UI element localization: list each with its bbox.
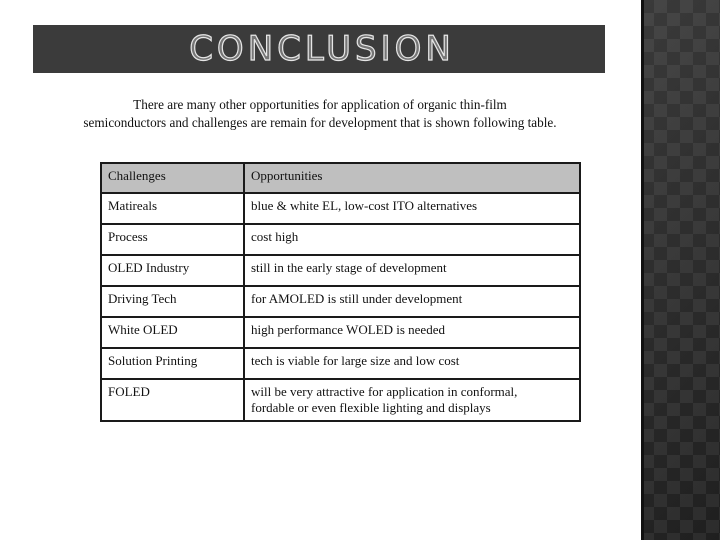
- challenges-table: [100, 162, 581, 422]
- table-row: [101, 379, 580, 421]
- slide-title: CONCLUSION: [189, 29, 455, 69]
- table-row: [101, 286, 580, 317]
- opportunity-cell: high performance WOLED is needed: [244, 317, 580, 348]
- challenge-cell: Process: [101, 224, 244, 255]
- title-bar: [33, 25, 605, 73]
- challenge-cell: OLED Industry: [101, 255, 244, 286]
- challenge-cell: Matireals: [101, 193, 244, 224]
- header-opportunities: Opportunities: [244, 163, 580, 193]
- opportunity-cell: [244, 379, 580, 421]
- opportunity-cell: blue & white EL, low-cost ITO alternatives: [244, 193, 580, 224]
- challenge-cell: Solution Printing: [101, 348, 244, 379]
- table-row: [101, 348, 580, 379]
- intro-line: semiconductors and challenges are remain for development that is shown following table.: [83, 115, 557, 130]
- opportunity-cell: tech is viable for large size and low cost: [244, 348, 580, 379]
- table-row: [101, 224, 580, 255]
- challenge-cell: Driving Tech: [101, 286, 244, 317]
- challenge-cell: FOLED: [101, 379, 244, 421]
- challenge-cell: White OLED: [101, 317, 244, 348]
- table-row: [101, 193, 580, 224]
- opportunity-cell: cost high: [244, 224, 580, 255]
- header-challenges: Challenges: [101, 163, 244, 193]
- opportunity-cell: for AMOLED is still under development: [244, 286, 580, 317]
- intro-text: [40, 96, 600, 132]
- intro-line: There are many other opportunities for application of organic thin-film: [133, 97, 507, 112]
- opportunity-line: will be very attractive for application in conformal,: [251, 384, 518, 399]
- opportunity-cell: still in the early stage of development: [244, 255, 580, 286]
- table-row: [101, 317, 580, 348]
- decorative-side-panel: [641, 0, 720, 540]
- opportunity-line: fordable or even flexible lighting and displays: [251, 400, 491, 415]
- table-header-row: [101, 163, 580, 193]
- table-row: [101, 255, 580, 286]
